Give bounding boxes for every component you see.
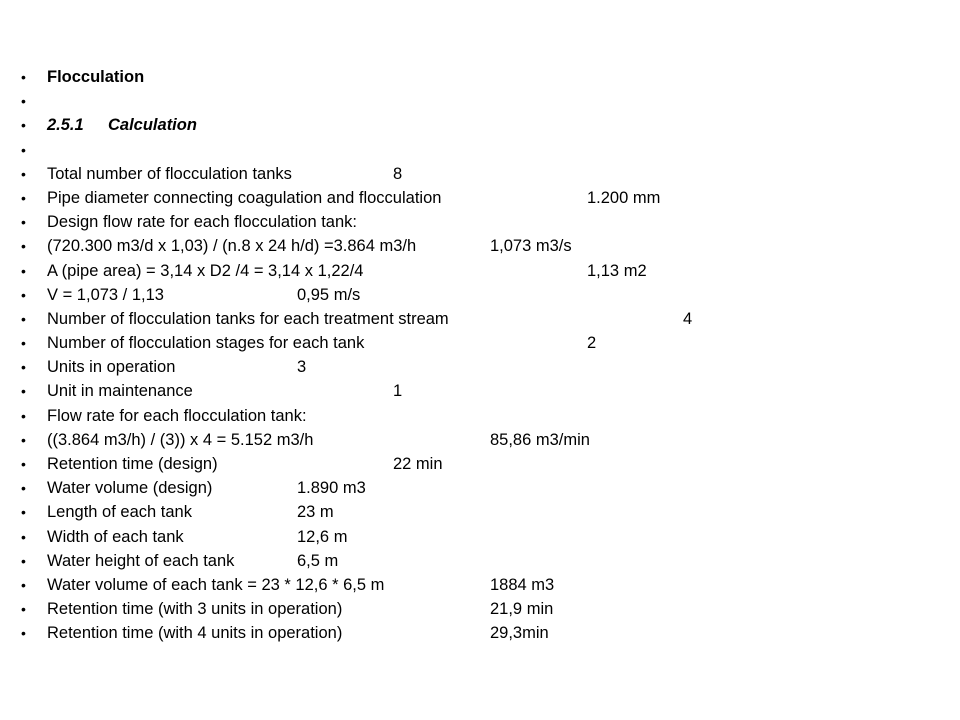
calc-item (0, 307, 960, 331)
item-text: Pipe diameter connecting coagulation and flocculation (47, 188, 442, 207)
calc-item (0, 428, 960, 452)
item-value: 2 (587, 334, 597, 353)
item-value: 1.200 mm (587, 188, 661, 207)
calc-item (0, 549, 960, 573)
bullet-dot: • (21, 431, 26, 448)
item-value: 1.890 m3 (297, 479, 366, 498)
item-text: Unit in maintenance (47, 382, 193, 401)
bullet-dot: • (21, 504, 26, 521)
item-text: Length of each tank (47, 503, 192, 522)
calc-item (0, 500, 960, 524)
item-value: 1884 m3 (490, 575, 555, 594)
calc-item (0, 573, 960, 597)
bullet-dot: • (21, 456, 26, 472)
calc-item (0, 331, 960, 355)
item-value: 85,86 m3/min (490, 430, 590, 449)
calc-item (0, 186, 960, 210)
calc-item (0, 234, 960, 258)
item-text: Water volume of each tank = 23 * 12,6 * 6,5 m (47, 575, 385, 594)
section-heading: Flocculation (47, 68, 145, 86)
item-value: 1,073 m3/s (490, 237, 572, 256)
bullet-dot: • (21, 335, 26, 352)
bullet-dot: • (21, 383, 26, 400)
bullet-dot: • (21, 214, 26, 231)
bullet-dot: • (21, 601, 26, 618)
item-value: 29,3min (490, 624, 549, 643)
item-value: 12,6 m (297, 527, 348, 546)
calc-item (0, 404, 960, 428)
bullet-dot: • (21, 407, 26, 424)
item-text: Retention time (with 4 units in operation) (47, 624, 343, 643)
bullet-dot: • (21, 286, 26, 303)
bullet-dot: • (21, 238, 26, 255)
bullet-dot: • (21, 69, 26, 85)
heading-row (0, 65, 960, 89)
item-value: 1,13 m2 (587, 261, 647, 280)
bullet-dot: • (21, 359, 26, 376)
item-text: Design flow rate for each flocculation tank: (47, 213, 357, 232)
bullet-dot: • (21, 310, 26, 327)
calc-item (0, 525, 960, 549)
bullet-dot: • (21, 262, 26, 279)
bullet-dot: • (21, 480, 26, 497)
item-text: Water height of each tank (47, 551, 235, 570)
item-value: 6,5 m (297, 551, 339, 570)
empty-bullet-row (0, 89, 960, 113)
bullet-dot: • (21, 93, 26, 110)
item-text: Retention time (design) (47, 455, 218, 473)
item-text: Number of flocculation tanks for each treatment stream (47, 309, 449, 328)
item-value: 8 (393, 164, 403, 183)
bullet-dot: • (21, 528, 26, 545)
calc-item (0, 283, 960, 307)
item-text: Flow rate for each flocculation tank: (47, 406, 307, 425)
item-value: 4 (683, 309, 693, 328)
item-text: (720.300 m3/d x 1,03) / (n.8 x 24 h/d) =3.864 m3/h (47, 237, 417, 256)
item-value: 0,95 m/s (297, 285, 361, 304)
item-value: 1 (393, 382, 403, 401)
calc-item (0, 210, 960, 234)
bullet-dot: • (21, 165, 26, 182)
bullet-dot: • (21, 189, 26, 206)
calc-item (0, 452, 960, 476)
item-text: Width of each tank (47, 527, 184, 546)
calc-item (0, 476, 960, 500)
bullet-dot: • (21, 625, 26, 642)
subheading-row (0, 113, 960, 137)
item-value: 21,9 min (490, 600, 554, 619)
calc-item (0, 621, 960, 645)
item-text: Units in operation (47, 358, 176, 377)
item-text: Retention time (with 3 units in operation) (47, 600, 343, 619)
calc-item (0, 379, 960, 403)
calc-item (0, 162, 960, 186)
bullet-dot: • (21, 117, 26, 134)
item-value: 3 (297, 358, 307, 377)
item-text: ((3.864 m3/h) / (3)) x 4 = 5.152 m3/h (47, 430, 314, 449)
subheading-title: Calculation (108, 116, 197, 135)
calc-item (0, 597, 960, 621)
item-text: Total number of flocculation tanks (47, 164, 292, 183)
bullet-list (0, 65, 960, 646)
calc-item (0, 259, 960, 283)
bullet-dot: • (21, 141, 26, 158)
item-value: 23 m (297, 503, 334, 522)
bullet-dot: • (21, 576, 26, 593)
item-text: Number of flocculation stages for each tank (47, 334, 365, 353)
item-value: 22 min (393, 455, 443, 473)
bullet-dot: • (21, 552, 26, 569)
subheading-number: 2.5.1 (47, 116, 84, 135)
item-text: Water volume (design) (47, 479, 213, 498)
item-text: V = 1,073 / 1,13 (47, 285, 164, 304)
item-text: A (pipe area) = 3,14 x D2 /4 = 3,14 x 1,22/4 (47, 261, 364, 280)
calc-item (0, 355, 960, 379)
empty-bullet-row (0, 138, 960, 162)
